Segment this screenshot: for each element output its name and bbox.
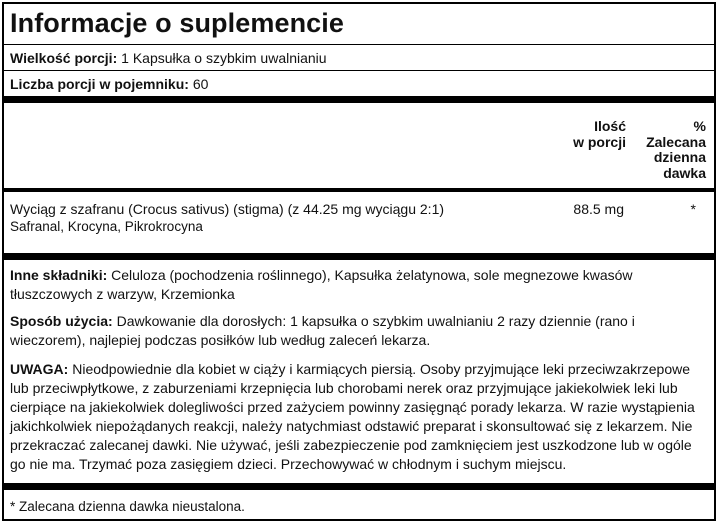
divider xyxy=(4,44,714,45)
warning xyxy=(10,360,706,474)
ingredient-name: Wyciąg z szafranu (Crocus sativus) (stigma) (z 44.25 mg wyciągu 2:1) xyxy=(10,201,445,217)
other-ingredients xyxy=(10,266,706,304)
ingredient-amount: 88.5 mg xyxy=(573,201,624,217)
footnote: * Zalecana dzienna dawka nieustalona. xyxy=(10,499,245,514)
supplement-facts-panel xyxy=(2,2,716,521)
other-ingredients-label: Inne składniki: xyxy=(10,267,108,283)
serving-size-value: 1 Kapsułka o szybkim uwalnianiu xyxy=(121,50,327,66)
servings-per-container-label: Liczba porcji w pojemniku: xyxy=(10,76,189,92)
servings-per-container-value: 60 xyxy=(192,76,209,92)
header-line: dzienna xyxy=(653,149,706,165)
header-line: Zalecana xyxy=(646,133,706,150)
directions-text: Dawkowanie dla dorosłych: 1 kapsułka o szybkim uwalnianiu 2 razy dziennie (rano i wieczorem), najlepiej podczas posiłków lub według zaleceń lekarza. xyxy=(10,313,635,348)
ingredient-daily-value: * xyxy=(690,201,696,217)
header-line: % xyxy=(693,118,706,134)
directions-label: Sposób użycia: xyxy=(10,313,113,329)
panel-title: Informacje o suplemencie xyxy=(10,8,345,38)
amount-per-serving-header xyxy=(573,119,626,150)
warning-text: Nieodpowiednie dla kobiet w ciąży i karmiących piersią. Osoby przyjmujące leki przeciwzakrzepowe lub przeciwpłytkowe, z zaburzeniami krzepnięcia lub chorobami nerek oraz przyjmujące jakiekolwiek leki lub cierpiące na jakiekolwiek dolegliwości przed zażyciem powinny zasięgnąć porady lekarza. W razie wystąpienia jakichkolwiek niepożądanych reakcji, należy natychmiast odstawić preparat i skonsultować się z lekarzem. Nie przekraczać zalecanej dawki. Nie używać, jeśli zabezpieczenie pod zamknięciem jest uszkodzone lub w ogóle go nie ma. Trzymać poza zasięgiem dzieci. Przechowywać w chłodnym i suchym miejscu. xyxy=(10,361,695,472)
other-ingredients-text: Celuloza (pochodzenia roślinnego), Kapsułka żelatynowa, sole megnezowe kwasów tłuszczowych z warzyw, Krzemionka xyxy=(10,267,633,302)
ingredient-subcomponents: Safranal, Krocyna, Pikrokrocyna xyxy=(10,219,203,234)
directions xyxy=(10,312,706,350)
serving-size-label: Wielkość porcji: xyxy=(10,50,118,66)
header-line: dawka xyxy=(663,164,706,181)
medium-divider xyxy=(4,188,714,192)
divider xyxy=(4,70,714,71)
thick-divider xyxy=(4,96,714,103)
serving-size-row xyxy=(10,50,327,66)
header-line: Ilość xyxy=(594,118,626,134)
header-line: w porcji xyxy=(573,133,626,150)
daily-value-header xyxy=(646,119,706,181)
servings-per-container-row xyxy=(10,76,208,92)
thick-divider xyxy=(4,483,714,490)
thick-divider xyxy=(4,253,714,260)
warning-label: UWAGA: xyxy=(10,361,69,377)
